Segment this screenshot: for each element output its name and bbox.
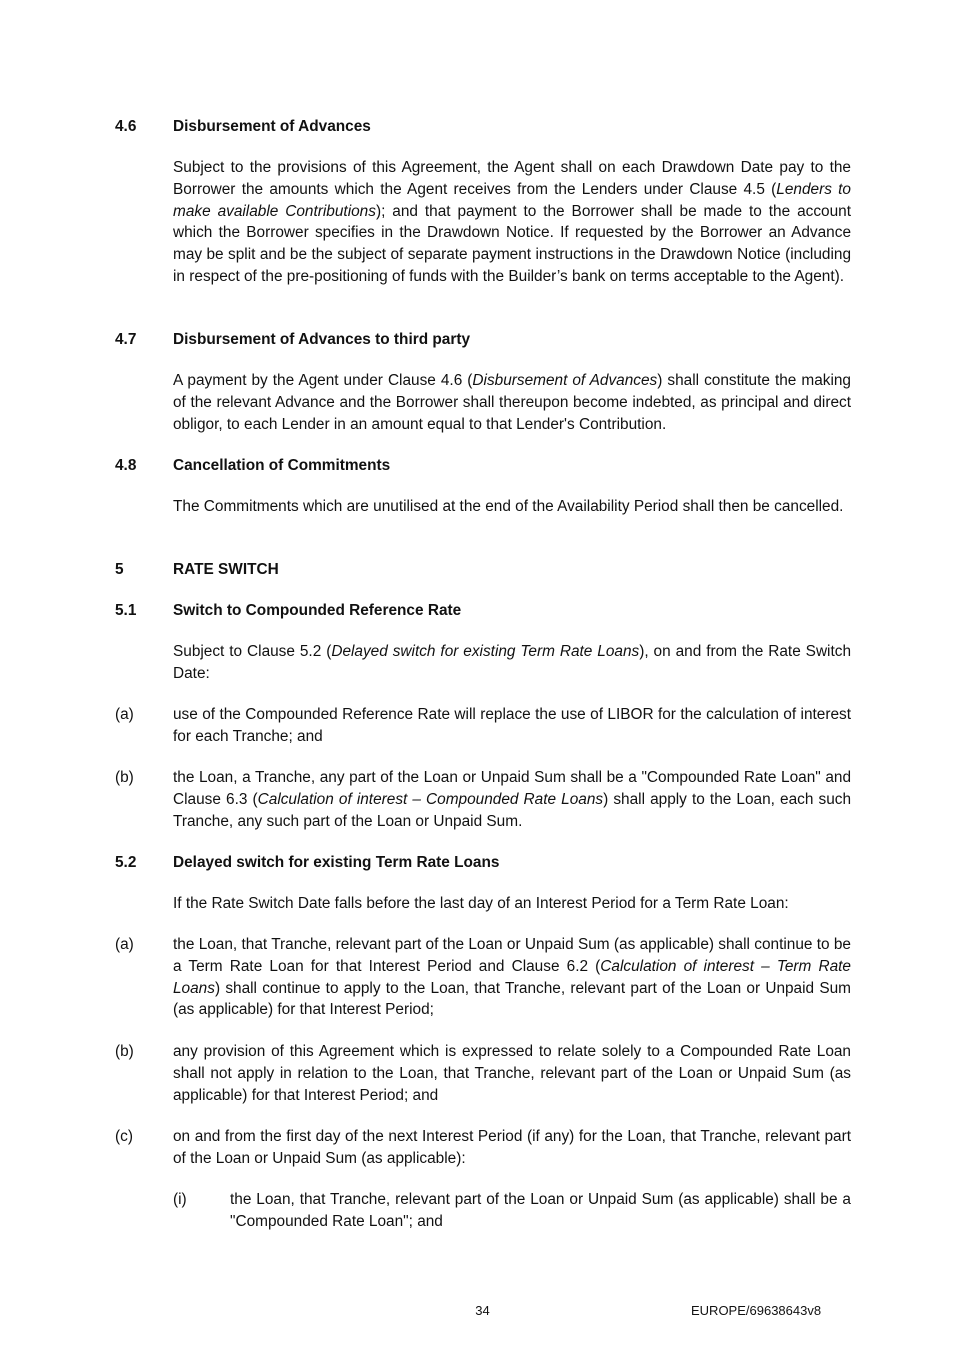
list-marker: (c)	[115, 1128, 133, 1145]
list-item-5-1-b	[115, 767, 851, 832]
list-item-5-2-c	[115, 1126, 851, 1170]
list-item-text: use of the Compounded Reference Rate will replace the use of LIBOR for the calculation of interest for each Tranche; and	[173, 706, 851, 745]
list-marker: (b)	[115, 1043, 134, 1060]
paragraph-5-1: Subject to Clause 5.2 (Delayed switch for existing Term Rate Loans), on and from the Rate Switch Date:	[173, 643, 852, 682]
section-number: 5	[115, 561, 124, 578]
paragraph-4-6: Subject to the provisions of this Agreement, the Agent shall on each Drawdown Date pay to the Borrower the amounts which the Agent receives from the Lenders under Clause 4.5 (Lenders to make available Contributions); and that payment to the Borrower shall be made to the account which the Borrower specifies in the Drawdown Notice. If requested by the Borrower an Advance may be split and be the subject of separate payment instructions in the Drawdown Notice (including in respect of the pre-positioning of funds with the Builder’s bank on terms acceptable to the Agent).	[173, 159, 851, 285]
section-title: RATE SWITCH	[173, 561, 279, 578]
clause-reference: Delayed switch for existing Term Rate Loans	[331, 643, 640, 660]
section-title: Switch to Compounded Reference Rate	[173, 602, 462, 619]
section-title: Disbursement of Advances to third party	[173, 331, 471, 348]
section-number: 5.2	[115, 854, 137, 871]
section-number: 5.1	[115, 602, 137, 619]
list-item-text: the Loan, a Tranche, any part of the Loan or Unpaid Sum shall be a "Compounded Rate Loan" and Clause 6.3 (Calculation of interest – Compounded Rate Loans) shall apply to the Loan, each such Tranche, any such part of the Loan or Unpaid Sum.	[173, 769, 852, 830]
clause-reference: Calculation of interest – Compounded Rate Loans	[257, 790, 604, 808]
section-number: 4.6	[115, 118, 137, 135]
section-title: Cancellation of Commitments	[173, 457, 391, 474]
clause-reference: Disbursement of Advances	[472, 372, 658, 389]
list-item-5-2-a	[115, 934, 851, 1021]
clause-reference: Lenders to make available Contributions	[173, 180, 851, 220]
page-number: 34	[475, 1303, 490, 1318]
list-marker: (i)	[173, 1191, 187, 1208]
section-title: Delayed switch for existing Term Rate Loans	[173, 854, 500, 871]
list-marker: (a)	[115, 706, 134, 723]
list-item-text: the Loan, that Tranche, relevant part of the Loan or Unpaid Sum (as applicable) shall continue to be a Term Rate Loan for that Interest Period and Clause 6.2 (Calculation of interest – Term Rate Loans) shall continue to apply to the Loan, that Tranche, relevant part of the Loan or Unpaid Sum (as applicable) for that Interest Period;	[173, 936, 851, 1019]
list-marker: (b)	[115, 769, 134, 786]
list-item-5-2-b	[115, 1041, 851, 1106]
list-item-5-2-c-i	[173, 1189, 851, 1233]
paragraph-5-2: If the Rate Switch Date falls before the last day of an Interest Period for a Term Rate Loan:	[173, 895, 789, 912]
clause-reference: Calculation of interest – Term Rate Loans	[173, 957, 851, 997]
list-marker: (a)	[115, 936, 134, 953]
list-item-text: any provision of this Agreement which is expressed to relate solely to a Compounded Rate Loan shall not apply in relation to the Loan, that Tranche, relevant part of the Loan or Unpaid Sum (as applicable) for that Interest Period; and	[173, 1043, 851, 1104]
list-item-text: the Loan, that Tranche, relevant part of the Loan or Unpaid Sum (as applicable) shall be a "Compounded Rate Loan"; and	[230, 1191, 851, 1230]
list-item-5-1-a	[115, 704, 851, 748]
list-item-text: on and from the first day of the next Interest Period (if any) for the Loan, that Tranche, relevant part of the Loan or Unpaid Sum (as applicable):	[173, 1128, 851, 1167]
document-reference: EUROPE/69638643v8	[691, 1303, 822, 1318]
paragraph-4-7: A payment by the Agent under Clause 4.6 (Disbursement of Advances) shall constitute the making of the relevant Advance and the Borrower shall thereupon become indebted, as principal and direct obligor, to each Lender in an amount equal to that Lender's Contribution.	[173, 372, 851, 433]
paragraph-4-8: The Commitments which are unutilised at the end of the Availability Period shall then be cancelled.	[173, 498, 844, 515]
section-title: Disbursement of Advances	[173, 118, 371, 135]
section-number: 4.8	[115, 457, 137, 474]
section-number: 4.7	[115, 331, 137, 348]
